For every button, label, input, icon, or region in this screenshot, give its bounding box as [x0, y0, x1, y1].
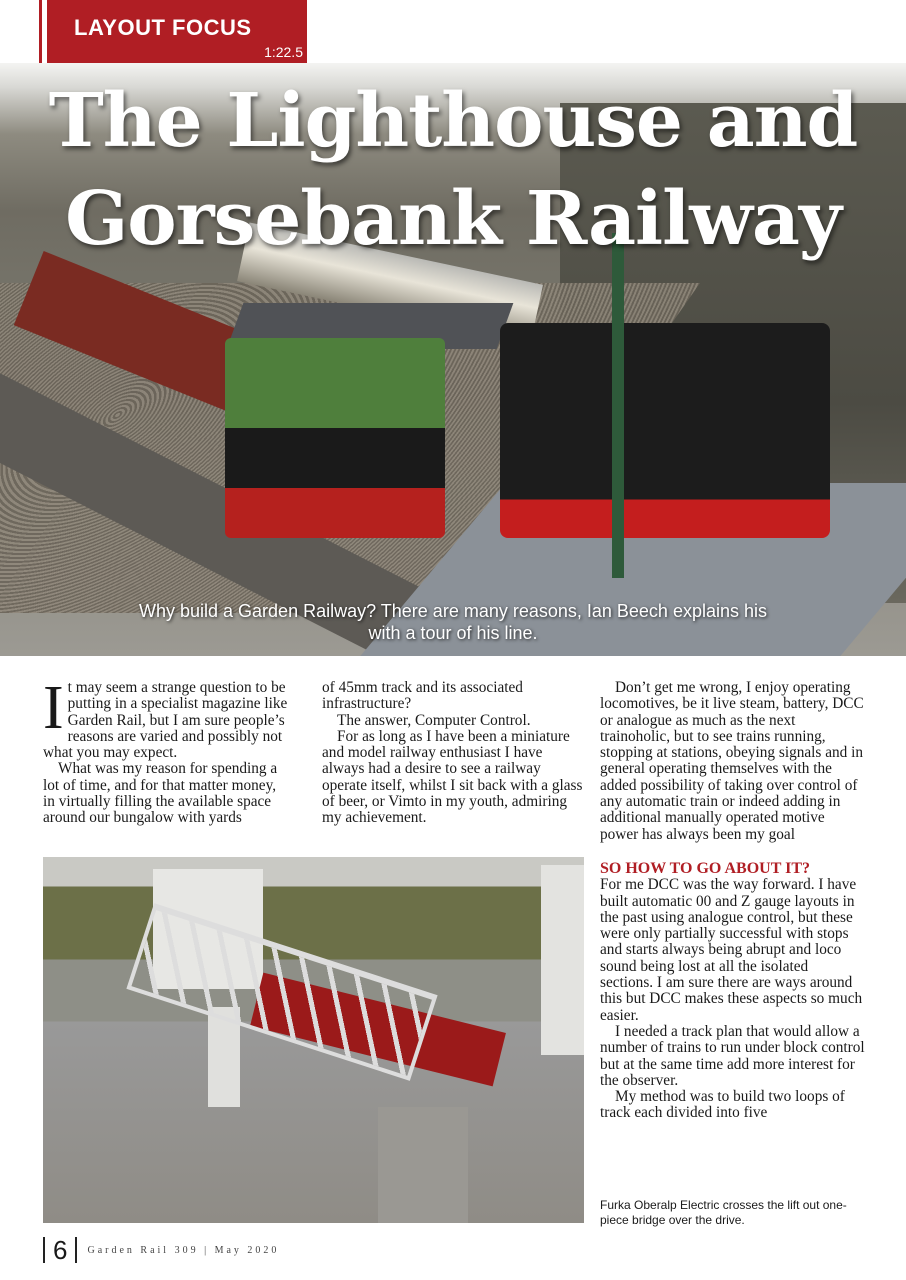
standfirst-line: with a tour of his line. — [368, 623, 538, 643]
paragraph: t may seem a strange question to be putting in a specialist magazine like Garden Rail, but I am sure people’s reasons are varied and possibly not what you may expect. — [43, 679, 288, 762]
paragraph: For as long as I have been a miniature and model railway enthusiast I have always had a desire to see a railway operate itself, whilst I sit back with a glass of beer, or Vimto in my youth, admiring my achievement. — [322, 727, 583, 827]
column-1 — [43, 674, 288, 827]
paragraph: The answer, Computer Control. — [337, 711, 531, 729]
paragraph: of 45mm track and its associated infrastructure? — [322, 679, 523, 713]
standfirst — [0, 600, 906, 644]
section-label: LAYOUT FOCUS — [74, 15, 252, 40]
paragraph: I needed a track plan that would allow a number of trains to run under block control but at the same time add more interest for the observer. — [600, 1022, 865, 1089]
title-line: Gorsebank Railway — [65, 176, 841, 262]
divider — [75, 1237, 77, 1263]
page-footer — [43, 1236, 279, 1264]
paragraph: For me DCC was the way forward. I have built automatic 00 and Z gauge layouts in the past using analogue control, but these were only partially successful with stops and starts always being abrupt and loco sound being lost at all the isolated sections. I am sure there are ways around this but DCC makes these aspects so much easier. — [600, 876, 863, 1024]
section-tag — [42, 0, 307, 63]
paragraph: Don’t get me wrong, I enjoy operating locomotives, be it live steam, battery, DCC or analogue as much as the next trainoholic, but to see trains running, stopping at stations, obeying signals and in general operating themselves with the added possibility of taking over control of any automatic train or indeed adding in additional manually operated motive power has always been my goal — [600, 679, 864, 843]
scale-label: 1:22.5 — [264, 44, 303, 60]
publication-info: Garden Rail 309 | May 2020 — [87, 1244, 280, 1256]
article-title — [0, 72, 906, 268]
paragraph: What was my reason for spending a lot of time, and for that matter money, in virtually filling the available space around our bungalow with yards — [43, 760, 278, 827]
bridge-photo — [43, 857, 584, 1223]
title-line: The Lighthouse and — [48, 78, 858, 164]
paragraph: My method was to build two loops of track each divided into five — [600, 1088, 845, 1122]
column-3 — [600, 680, 865, 1122]
page-number: 6 — [53, 1234, 68, 1265]
divider — [43, 1237, 45, 1263]
section-heading: SO HOW TO GO ABOUT IT? — [600, 859, 810, 877]
standfirst-line: Why build a Garden Railway? There are many reasons, Ian Beech explains his — [139, 601, 767, 621]
column-2 — [322, 680, 584, 827]
photo-caption: Furka Oberalp Electric crosses the lift out one-piece bridge over the drive. — [600, 1198, 847, 1227]
drop-cap: I — [43, 674, 64, 742]
